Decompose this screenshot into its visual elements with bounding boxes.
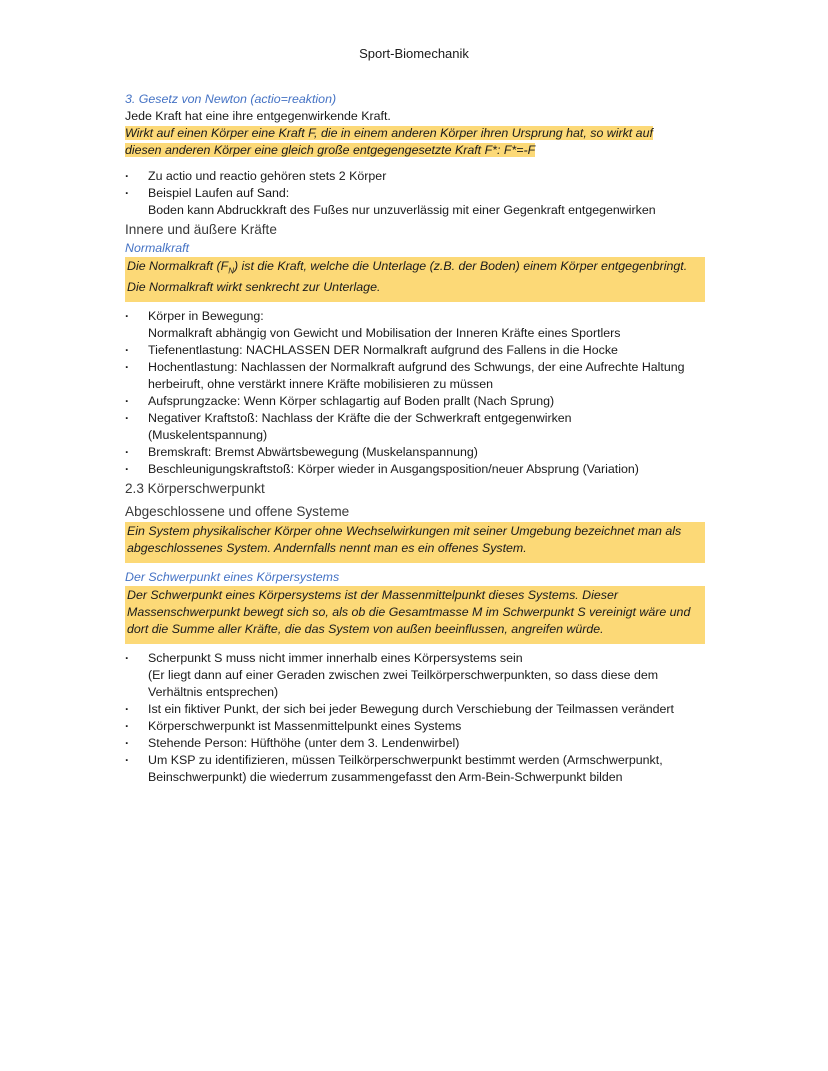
schwerpunkt-bullet-list [125,650,705,786]
normalkraft-subheading: Normalkraft [125,241,190,255]
schwerpunkt-section-heading: 2.3 Körperschwerpunkt [125,481,265,497]
systems-subheading: Abgeschlossene und offene Systeme [125,504,350,520]
list-item: · Aufsprungzacke: Wenn Körper schlagartig auf Boden prallt (Nach Sprung) [125,393,705,410]
list-item: · Negativer Kraftstoß: Nachlass der Kräfte die der Schwerkraft entgegenwirken (Muskelentspannung) [125,410,705,444]
newton-intro: Jede Kraft hat eine ihre entgegenwirkende Kraft. [125,109,391,123]
list-item: · Um KSP zu identifizieren, müssen Teilkörperschwerpunkt bestimmt werden (Armschwerpunkt, Beinschwerpunkt) die wiederrum zusammengefasst den Arm-Bein-Schwerpunkt bilden [125,752,705,786]
schwerpunkt-subheading: Der Schwerpunkt eines Körpersystems [125,570,340,585]
forces-heading: Innere und äußere Kräfte [125,222,277,237]
newton-highlight [125,125,705,159]
list-item: · Körper in Bewegung: Normalkraft abhängig von Gewicht und Mobilisation der Inneren Kräfte eines Sportlers [125,308,705,342]
list-item: · Ist ein fiktiver Punkt, der sich bei jeder Bewegung durch Verschiebung der Teilmassen verändert [125,701,705,718]
list-item: · Körperschwerpunkt ist Massenmittelpunkt eines Systems [125,718,705,735]
normalkraft-bullet-list [125,308,705,478]
list-item: · Bremskraft: Bremst Abwärtsbewegung (Muskelanspannung) [125,444,705,461]
list-item: · Stehende Person: Hüfthöhe (unter dem 3. Lendenwirbel) [125,735,705,752]
list-item: · Zu actio und reactio gehören stets 2 Körper [125,168,705,185]
document-content [125,91,705,786]
systems-highlight: Ein System physikalischer Körper ohne Wechselwirkungen mit seiner Umgebung bezeichnet man als abgeschlossenes System. Andernfalls nennt man es ein offenes System. [125,522,705,563]
newton-highlight-line1: Wirkt auf einen Körper eine Kraft F, die in einem anderen Körper ihren Ursprung hat, so wirkt auf [125,126,653,140]
list-item: · Tiefenentlastung: NACHLASSEN DER Normalkraft aufgrund des Fallens in die Hocke [125,342,705,359]
list-item: · Beispiel Laufen auf Sand: Boden kann Abdruckkraft des Fußes nur unzuverlässig mit einer Gegenkraft entgegenwirken [125,185,705,219]
newton-bullet-list [125,168,705,219]
page-header-title: Sport-Biomechanik [359,46,469,61]
list-item: · Hochentlastung: Nachlassen der Normalkraft aufgrund des Schwungs, der eine Aufrechte Haltung herbeiruft, ohne verstärkt innere Kräfte mobilisieren zu müssen [125,359,705,393]
list-item: · Scherpunkt S muss nicht immer innerhalb eines Körpersystems sein (Er liegt dann auf einer Geraden zwischen zwei Teilkörperschwerpunkten, so dass diese dem Verhältnis entsprechen) [125,650,705,701]
list-item: · Beschleunigungskraftstoß: Körper wieder in Ausgangsposition/neuer Absprung (Variation) [125,461,705,478]
newton-highlight-line2: diesen anderen Körper eine gleich große entgegengesetzte Kraft F*: F*=-F [125,143,536,157]
normalkraft-highlight: Die Normalkraft $(F_N)$ ist die Kraft, welche die Unterlage (z.B. der Boden) einem Körper entgegenbringt. Die Normalkraft wirkt senkrecht zur Unterlage. [125,257,705,302]
newton-law-heading: 3. Gesetz von Newton (actio=reaktion) [125,92,337,106]
schwerpunkt-highlight: Der Schwerpunkt eines Körpersystems ist der Massenmittelpunkt dieses Systems. Dieser Massenschwerpunkt bewegt sich so, als ob die Gesamtmasse M im Schwerpunkt S vereinigt wäre und dort die Summe aller Kräfte, die das System von außen beeinflussen, angreifen würde. [125,586,705,644]
